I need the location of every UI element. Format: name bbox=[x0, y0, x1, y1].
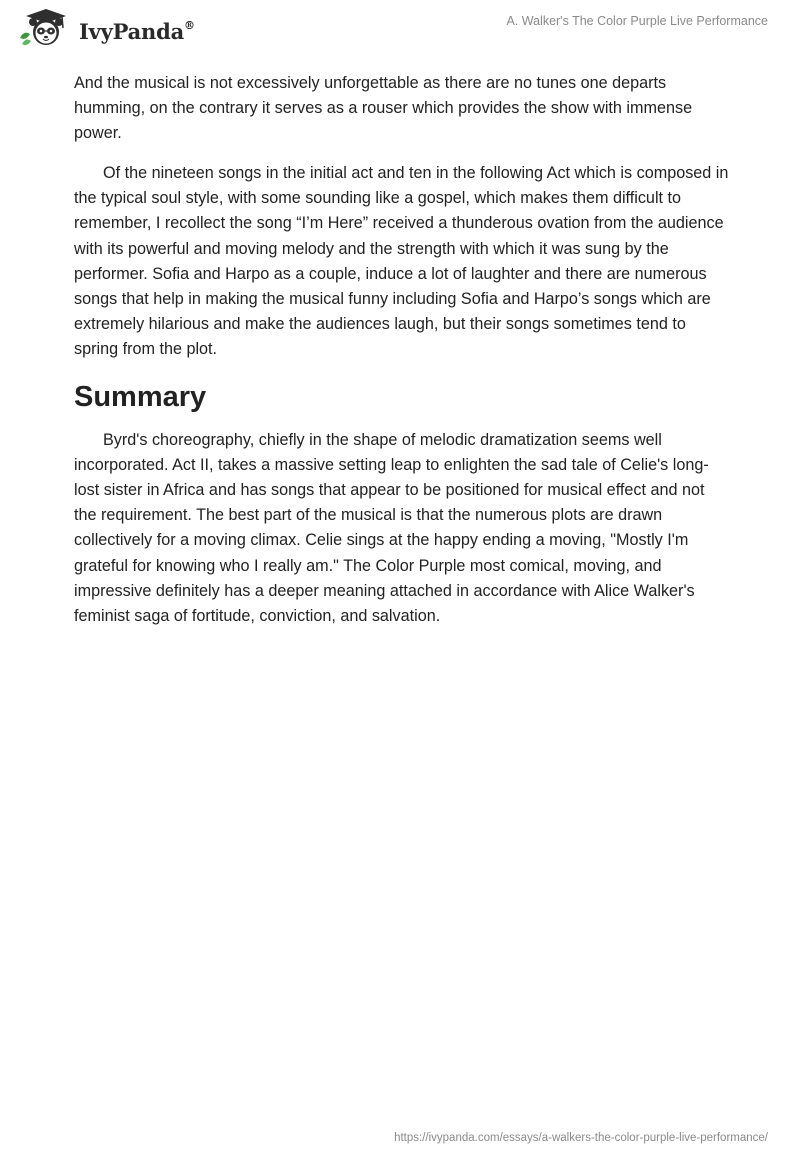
paragraph: And the musical is not excessively unforgettable as there are no tunes one departs humming, on the contrary it serves as a rouser which provides the show with immense power. bbox=[74, 74, 693, 143]
paragraph: Byrd's choreography, chiefly in the shape of melodic dramatization seems well incorporated. Act II, takes a massive setting leap to enlighten the sad tale of Celie's long-lost sister in Africa and has songs that appear to be positioned for musical effect and not the requirement. The best part of the musical is that the numerous plots are drawn collectively for a moving climax. Celie sings at the happy ending a moving, "Mostly I'm grateful for knowing who I really am." The Color Purple most comical, moving, and impressive definitely has a deeper meaning attached in accordance with Alice Walker's feminist saga of fortitude, conviction, and salvation. bbox=[74, 431, 709, 625]
page-header bbox=[0, 0, 800, 60]
source-url[interactable]: https://ivypanda.com/essays/a-walkers-the-color-purple-live-performance/ bbox=[394, 1132, 768, 1144]
document-title: A. Walker's The Color Purple Live Performance bbox=[506, 14, 768, 28]
section-heading-summary: Summary bbox=[74, 381, 207, 414]
paragraph: Of the nineteen songs in the initial act and ten in the following Act which is composed in the typical soul style, with some sounding like a gospel, which makes them difficult to remember, I recollect the song “I’m Here” received a thunderous ovation from the audience with its powerful and moving melody and the strength with which it was sung by the performer. Sofia and Harpo as a couple, induce a lot of laughter and there are numerous songs that help in making the musical funny including Sofia and Harpo’s songs which are extremely hilarious and make the audiences laugh, but their songs sometimes tend to spring from the plot. bbox=[74, 164, 729, 358]
brand-name[interactable]: IvyPanda® bbox=[79, 19, 195, 44]
essay-body bbox=[74, 71, 730, 644]
panda-graduate-icon bbox=[16, 8, 76, 48]
